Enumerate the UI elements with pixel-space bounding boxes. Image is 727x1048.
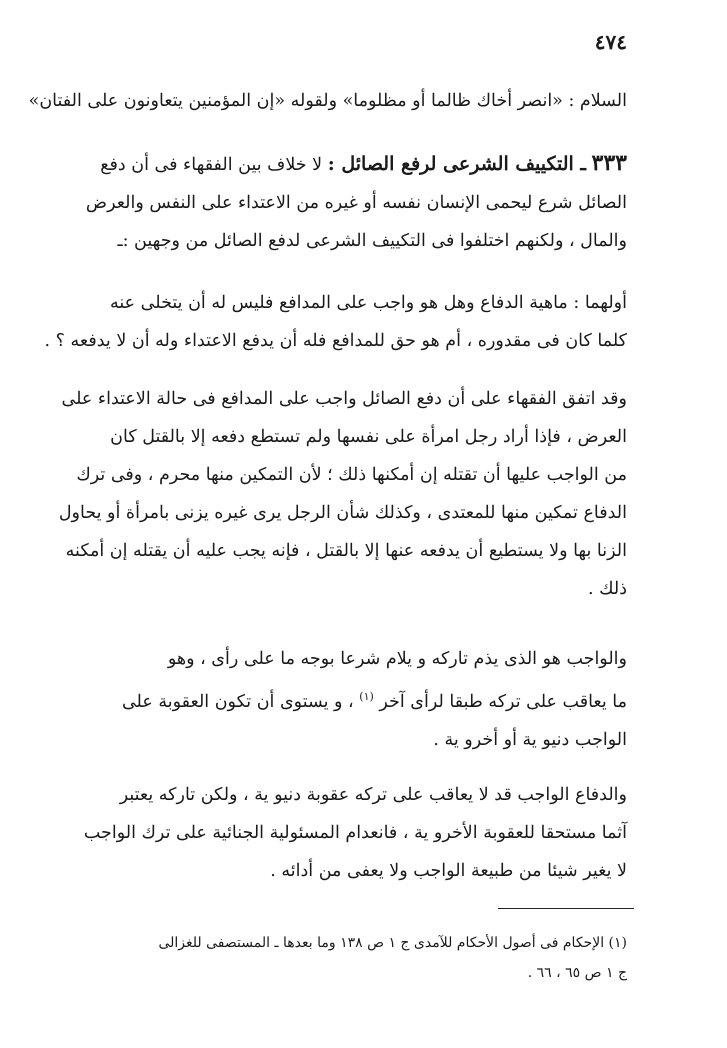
section-number: ٣٣٣ <box>591 150 627 176</box>
defense-paragraph <box>83 776 627 890</box>
footnote-line: (١) الإحكام فى أصول الأحكام للآمدى ج ١ ص ١٣٨ وما بعدها ـ المستصفى للغزالى <box>158 935 627 951</box>
text-line: والواجب هو الذى يذم تاركه و يلام شرعا بوجه ما على رأى ، وهو <box>167 649 627 669</box>
text-line: السلام : «انصر أخاك ظالما أو مظلوما» ولقوله «إن المؤمنين يتعاونون على الفتان» <box>28 91 627 111</box>
agreement-paragraph <box>58 380 627 608</box>
text-line: العرض ، فإذا أراد رجل امرأة على نفسها ولم تستطع دفعه إلا بالقتل كان <box>110 427 627 447</box>
text-line: الصائل شرع ليحمى الإنسان نفسه أو غيره من الاعتداء على النفس والعرض <box>85 193 627 213</box>
footnote-marker[interactable]: (١) <box>359 690 374 703</box>
text-line: وقد اتفق الفقهاء على أن دفع الصائل واجب على المدافع فى حالة الاعتداء على <box>61 389 627 409</box>
text-line: الواجب دنيو ية أو أخرو ية . <box>433 729 627 750</box>
footnote-separator <box>498 908 634 909</box>
text-segment: ، و يستوى أن تكون العقوبة على <box>121 691 354 712</box>
text-line: الزنا بها ولا يستطيع أن يدفعه عنها إلا بالقتل ، فإنه يجب عليه أن يقتله إن أمكنه <box>65 541 627 561</box>
text-line: والدفاع الواجب قد لا يعاقب على تركه عقوبة دنيو ية ، ولكن تاركه يعتبر <box>119 785 627 805</box>
text-line: والمال ، ولكنهم اختلفوا فى التكييف الشرعى لدفع الصائل من وجهين :ـ <box>117 231 627 251</box>
text-line: ذلك . <box>588 579 627 599</box>
section-first-line <box>100 144 627 184</box>
text-line: لا يغير شيئا من طبيعة الواجب ولا يعفى من أدائه . <box>270 861 627 881</box>
section-heading: ـ التكييف الشرعى لرفع الصائل : <box>327 153 586 175</box>
text-segment: ما يعاقب على تركه طبقا لرأى آخر <box>379 691 627 712</box>
text-line-with-footnote <box>107 678 627 721</box>
text-line: آثما مستحقا للعقوبة الأخرو ية ، فانعدام المسئولية الجنائية على ترك الواجب <box>83 823 627 843</box>
text-line: الدفاع تمكين منها للمعتدى ، وكذلك شأن الرجل يرى غيره يزنى بامرأة أو يحاول <box>58 503 627 523</box>
footnote <box>107 928 627 988</box>
footnote-line: ج ١ ص ٦٥ ، ٦٦ . <box>527 965 627 981</box>
text-line: لا خلاف بين الفقهاء فى أن دفع <box>100 155 323 175</box>
intro-paragraph <box>28 82 627 120</box>
text-line: من الواجب عليها أن تقتله إن أمكنها ذلك ؛ لأن التمكين منها محرم ، وفى ترك <box>76 465 627 485</box>
obligation-paragraph <box>107 640 627 759</box>
page-number: ٤٧٤ <box>594 30 627 54</box>
first-aspect-paragraph <box>44 284 627 360</box>
section-333-paragraph <box>85 144 627 260</box>
text-line: أولهما : ماهية الدفاع وهل هو واجب على المدافع فليس له أن يتخلى عنه <box>110 293 627 313</box>
text-line: كلما كان فى مقدوره ، أم هو حق للمدافع فله أن يدفع الاعتداء وله أن لا يدفعه ؟ . <box>44 331 627 351</box>
